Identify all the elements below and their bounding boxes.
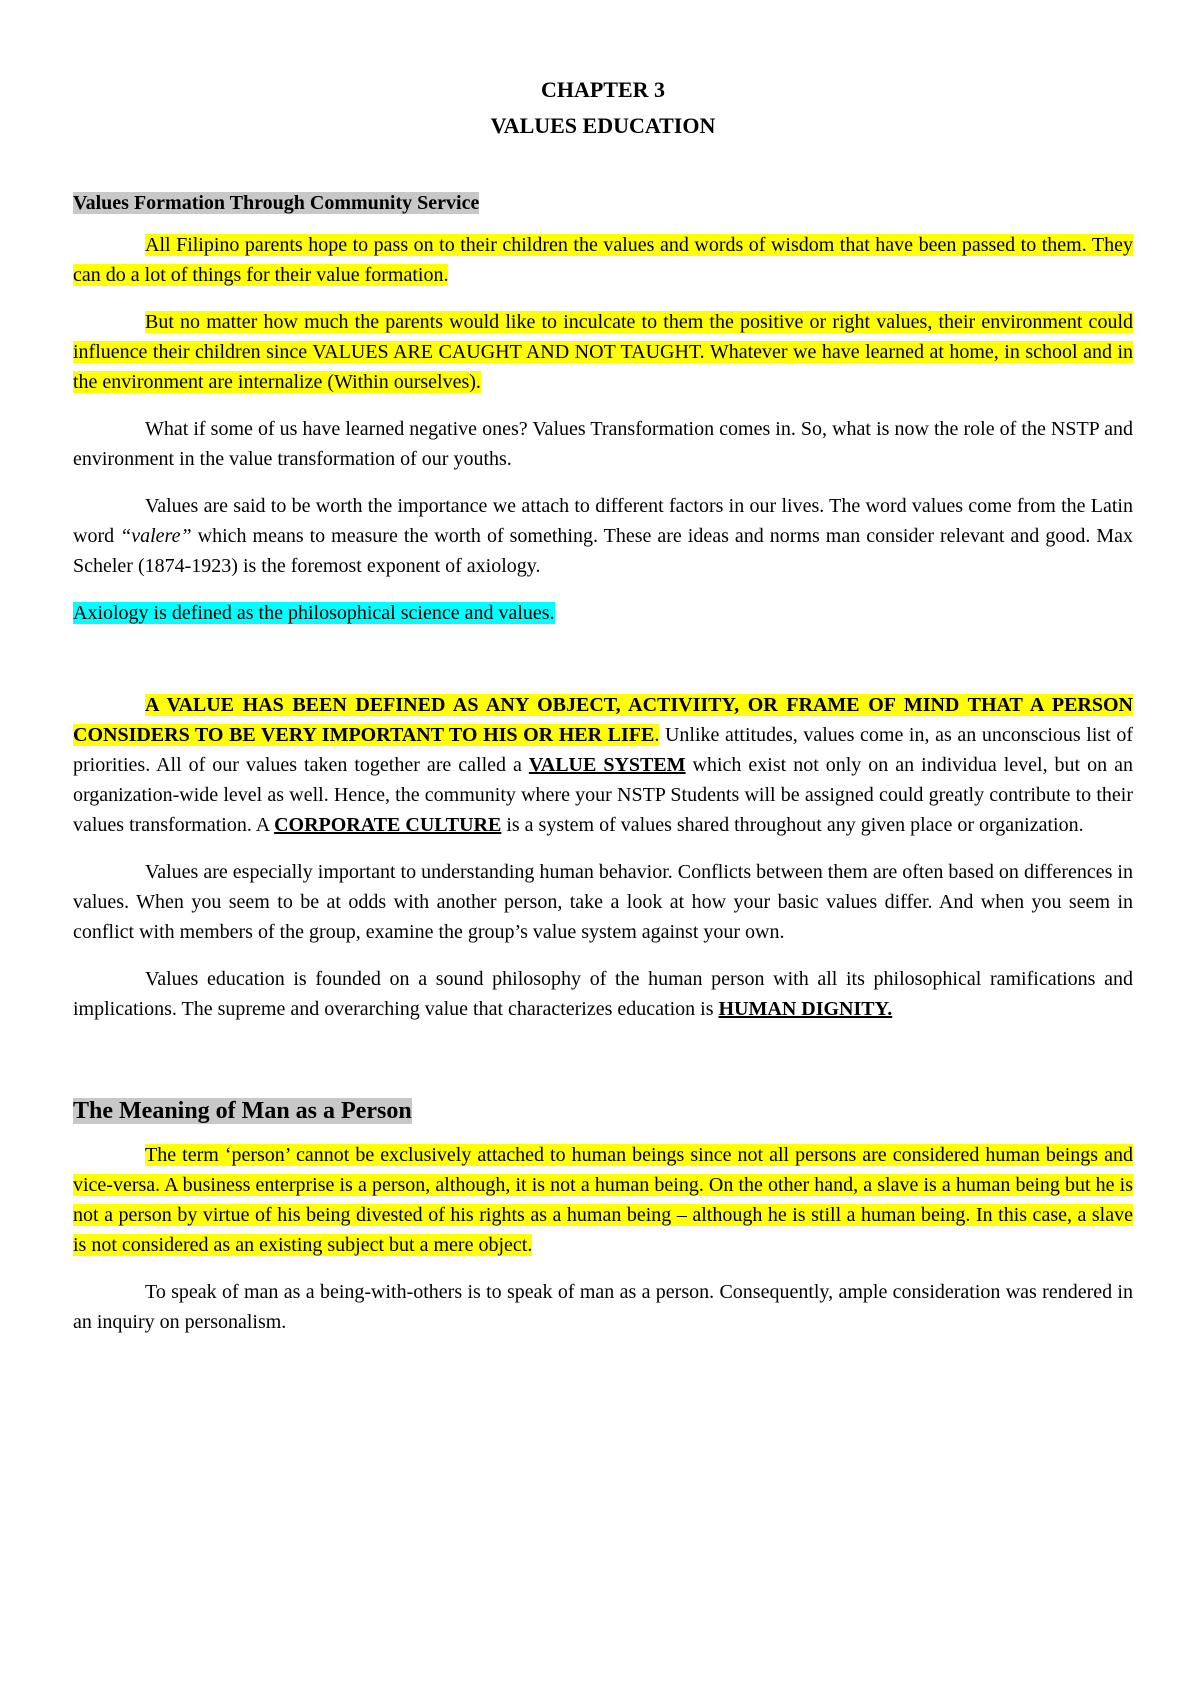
paragraph-values-education — [73, 964, 1133, 1024]
chapter-number: CHAPTER 3 — [540, 77, 666, 102]
latin-word: “valere” — [120, 525, 192, 547]
chapter-title: VALUES EDUCATION — [490, 113, 716, 138]
paragraph-text: which means to measure the worth of something. These are ideas and norms man consider relevant and good. Max Scheler (1874-1923) is the foremost exponent of axiology. — [73, 525, 1133, 577]
paragraph-text: All Filipino parents hope to pass on to their children the values and words of wisdom that have been passed to them. They can do a lot of things for their value formation. — [73, 234, 1133, 286]
paragraph-axiology — [73, 598, 1133, 628]
axiology-definition: Axiology is defined as the philosophical science and values. — [73, 602, 555, 624]
paragraph-values-worth — [73, 491, 1133, 581]
section-heading-values-formation — [73, 188, 1133, 218]
value-definition-bold: A VALUE HAS BEEN DEFINED AS ANY OBJECT, ACTIVIITY, OR FRAME OF MIND THAT A PERSON CONSIDERS TO BE VERY IMPORTANT TO HIS OR HER LIFE — [73, 694, 1133, 746]
paragraph-text: The term ‘person’ cannot be exclusively attached to human beings since not all persons are considered human beings and vice-versa. A business enterprise is a person, although, it is not a human being. On the other hand, a slave is a human being but he is not a person by virtue of his being divested of his rights as a human being – although he is still a human being. In this case, a slave is not considered as an existing subject but a mere object. — [73, 1144, 1133, 1256]
paragraph-text: Values are said to be worth the importance we attach to different factors in our lives. The word values come from the Latin word — [73, 495, 1133, 547]
term-corporate-culture: CORPORATE CULTURE — [274, 814, 502, 836]
section-heading-meaning-of-man — [73, 1094, 1133, 1128]
term-human-dignity: HUMAN DIGNITY. — [718, 998, 893, 1020]
paragraph-negative-values: What if some of us have learned negative ones? Values Transformation comes in. So, what is now the role of the NSTP and environment in the value transformation of our youths. — [73, 418, 1133, 470]
paragraph-text: Unlike attitudes, values come in, as an unconscious list of priorities. All of our values taken together are called a — [73, 724, 1133, 776]
paragraph-being-with-others: To speak of man as a being-with-others is to speak of man as a person. Consequently, ample consideration was rendered in an inquiry on personalism. — [73, 1281, 1133, 1333]
paragraph-text: But no matter how much the parents would like to inculcate to them the positive or right values, their environment could influence their children since VALUES ARE CAUGHT AND NOT TAUGHT. Whatever we have learned at home, in school and in the environment are internalize (Within ourselves). — [73, 311, 1133, 393]
paragraph-text: Values education is founded on a sound philosophy of the human person with all its philosophical ramifications and implications. The supreme and overarching value that characterizes education is — [73, 968, 1133, 1020]
paragraph-value-definition — [73, 690, 1133, 840]
paragraph-filipino-parents — [73, 230, 1133, 290]
paragraph-term-person — [73, 1140, 1133, 1260]
term-value-system: VALUE SYSTEM — [528, 754, 686, 776]
section-heading-text: Values Formation Through Community Service — [73, 192, 480, 214]
paragraph-text: is a system of values shared throughout any given place or organization. — [501, 814, 1084, 836]
paragraph-human-behavior: Values are especially important to understanding human behavior. Conflicts between them are often based on differences in values. When you seem to be at odds with another person, take a look at how your basic values differ. And when you seem in conflict with members of the group, examine the group’s value system against your own. — [73, 861, 1133, 943]
value-definition-period: . — [654, 724, 660, 746]
paragraph-values-caught — [73, 307, 1133, 397]
paragraph-text: which exist not only on an individua level, but on an organization-wide level as well. Hence, the community where your NSTP Students will be assigned could greatly contribute to their values transformation. A — [73, 754, 1133, 836]
section-heading-text: The Meaning of Man as a Person — [73, 1098, 412, 1124]
